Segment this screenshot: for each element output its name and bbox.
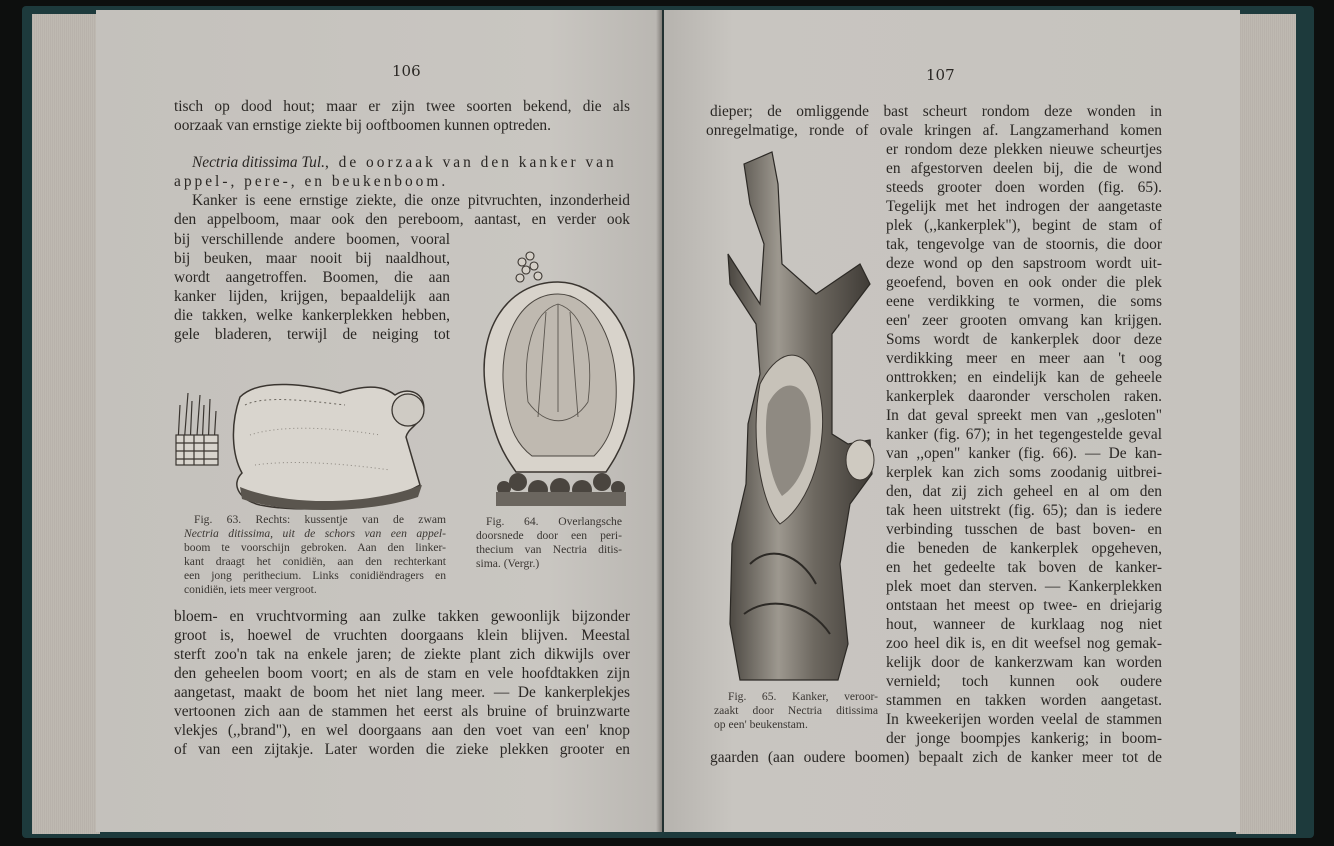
text-line: hout, wanneer de kurklaag nog niet bbox=[886, 616, 1162, 633]
text-line: oorzaak van ernstige ziekte bij ooftboomen kunnen optreden. bbox=[174, 117, 551, 134]
left-page bbox=[96, 10, 662, 832]
text-line: kanker lijden, krijgen, bepaaldelijk aan bbox=[174, 288, 450, 305]
fig63-illustration bbox=[170, 365, 460, 515]
text-line: zoo heel dik is, en dit weefsel nog gemak- bbox=[886, 635, 1162, 652]
section-heading-line-2: appel-, pere-, en beukenboom. bbox=[174, 173, 449, 190]
fig63-caption-line bbox=[184, 513, 446, 526]
text-line: bloem- en vruchtvorming aan zulke takken gewoonlijk bijzonder bbox=[174, 608, 630, 625]
text-line: vertoonen zich aan de stammen het eerst als bruine of bruinzwarte bbox=[174, 703, 630, 720]
fig65-caption-line: zaakt door Nectria ditissima bbox=[714, 704, 878, 717]
fig65-caption-line: op een' beukenstam. bbox=[714, 718, 808, 731]
text-line: plek moet dan sterven. — Kankerplekken bbox=[886, 578, 1162, 595]
fig64-caption-line: thecium van Nectria ditis- bbox=[476, 543, 622, 556]
text-line: bij verschillende andere boomen, vooral bbox=[174, 231, 450, 248]
text-line: Soms wordt de kankerplek door deze bbox=[886, 331, 1162, 348]
text-line: bij beuken, maar nooit bij naaldhout, bbox=[174, 250, 450, 267]
text-line: den geheelen boom voort; en als de stam en vele hoofdtakken zijn bbox=[174, 665, 630, 682]
text-line: onregelmatige, ronde of ovale kringen af. Langzamerhand komen bbox=[706, 122, 1162, 139]
fig63-caption-line: boom te voorschijn gebroken. Aan den linker- bbox=[184, 541, 446, 554]
page-number: 107 bbox=[926, 66, 955, 84]
page-number: 106 bbox=[392, 62, 421, 80]
fig64-caption-line: Fig. 64. Overlangsche bbox=[486, 515, 622, 528]
text-line: kelijk door de kankerzwam kan worden bbox=[886, 654, 1162, 671]
text-line: plek (,,kankerplek"), begint de stam of bbox=[886, 217, 1162, 234]
text-line: gaarden (aan oudere boomen) bepaalt zich de kanker meer tot de bbox=[710, 749, 1162, 766]
text-line: den appelboom, maar ook den pereboom, aantast, en verder ook bbox=[174, 211, 630, 228]
text-line: deze wond op den sapstroom wordt uit- bbox=[886, 255, 1162, 272]
text-line: eene verdikking te vormen, die soms bbox=[886, 293, 1162, 310]
left-page-edges bbox=[32, 14, 100, 834]
text-line: vernield; toch kunnen ook oudere bbox=[886, 673, 1162, 690]
text-line bbox=[710, 103, 1162, 121]
text-line: verdikking meer en meer aan 't oog bbox=[886, 350, 1162, 367]
text-line: groot is, hoewel de vruchten doorgaans klein blijven. Meestal bbox=[174, 627, 630, 644]
fig63-caption-line: kant draagt het conidiën, aan den rechterkant bbox=[184, 555, 446, 568]
text-line: sterft zoo'n tak na enkele jaren; de ziekte plant zich dikwijls over bbox=[174, 646, 630, 663]
text-line bbox=[174, 192, 630, 210]
text-line: die beneden de kankerplek opgeheven, bbox=[886, 540, 1162, 557]
text-line: kerplek kan zich soms zoodanig uitbrei- bbox=[886, 464, 1162, 481]
fig65-illustration bbox=[720, 144, 890, 690]
fig63-caption-line: conidiën, iets meer vergroot. bbox=[184, 583, 317, 596]
text-line: vlekjes (,,brand"), en wel doorgaans aan den voet van een' knop bbox=[174, 722, 630, 739]
text-line: wordt aangetroffen. Boomen, die aan bbox=[174, 269, 450, 286]
text-line: en afgestorven deelen bij, die de wond bbox=[886, 160, 1162, 177]
text-line: den, dat zij zich geheel en al om den bbox=[886, 483, 1162, 500]
caption-text: Fig. 65. Kanker, veroor- bbox=[728, 690, 878, 703]
caption-text: Fig. 63. Rechts: kussentje van de zwam bbox=[194, 513, 446, 526]
fig63-caption-line: Nectria ditissima, uit de schors van een appel- bbox=[184, 527, 446, 540]
text-line: er rondom deze plekken nieuwe scheurtjes bbox=[886, 141, 1162, 158]
text-line: tak, tengevolge van de stoornis, die door bbox=[886, 236, 1162, 253]
text-line: kankerplek daaronder verscholen raken. bbox=[886, 388, 1162, 405]
heading-text: , de oorzaak van den kanker van bbox=[324, 154, 617, 171]
text-line: of van een zijtakje. Later worden die zieke plekken grooter en bbox=[174, 741, 630, 758]
fig64-illustration bbox=[476, 242, 640, 520]
text-line: een' zeer grooten omvang kan krijgen. bbox=[886, 312, 1162, 329]
right-page-edges bbox=[1236, 14, 1296, 834]
text-line: stammen en takken worden aangetast. bbox=[886, 692, 1162, 709]
text-line: aangetast, maakt de boom het niet lang meer. — De kankerplekjes bbox=[174, 684, 630, 701]
text-span: dieper; de omliggende bast scheurt rondom deze wonden in bbox=[710, 103, 1162, 120]
text-line: ontstaan het meest op twee- en driejarig bbox=[886, 597, 1162, 614]
fig63-caption-line: een jong perithecium. Links conidiëndragers en bbox=[184, 569, 446, 582]
text-line: geoefend, boven en ook onder die plek bbox=[886, 274, 1162, 291]
text-line: gele bladeren, terwijl de neiging tot bbox=[174, 326, 450, 343]
text-line: In dat geval spreekt men van ,,gesloten" bbox=[886, 407, 1162, 424]
text-line: In kweekerijen worden veelal de stammen bbox=[886, 711, 1162, 728]
text-line: tisch op dood hout; maar er zijn twee soorten bekend, die als bbox=[174, 98, 630, 115]
text-span: Kanker is eene ernstige ziekte, die onze pitvruchten, inzonderheid bbox=[192, 192, 630, 209]
fig64-caption-line: sima. (Vergr.) bbox=[476, 557, 540, 570]
text-line: die takken, welke kankerplekken hebben, bbox=[174, 307, 450, 324]
text-line: der jonge boompjes kankerig; in boom- bbox=[886, 730, 1162, 747]
text-line: onttrokken; en eindelijk kan de geheele bbox=[886, 369, 1162, 386]
right-page bbox=[664, 10, 1240, 832]
text-line: van ,,open" kanker (fig. 66). — De kan- bbox=[886, 445, 1162, 462]
text-line: steeds grooter doen worden (fig. 65). bbox=[886, 179, 1162, 196]
text-line: kanker (fig. 67); in het tegengestelde geval bbox=[886, 426, 1162, 443]
text-line: tak heen uitstrekt (fig. 65); dan is iedere bbox=[886, 502, 1162, 519]
text-line: Tegelijk met het indrogen der aangetaste bbox=[886, 198, 1162, 215]
fig64-caption-line: doorsnede door een peri- bbox=[476, 529, 622, 542]
section-heading bbox=[174, 154, 630, 172]
species-name: Nectria ditissima Tul. bbox=[192, 154, 325, 171]
fig65-caption-line bbox=[718, 690, 878, 703]
text-line: verbinding tusschen de bast boven- en bbox=[886, 521, 1162, 538]
text-line: en het gedeelte tak boven de kanker- bbox=[886, 559, 1162, 576]
